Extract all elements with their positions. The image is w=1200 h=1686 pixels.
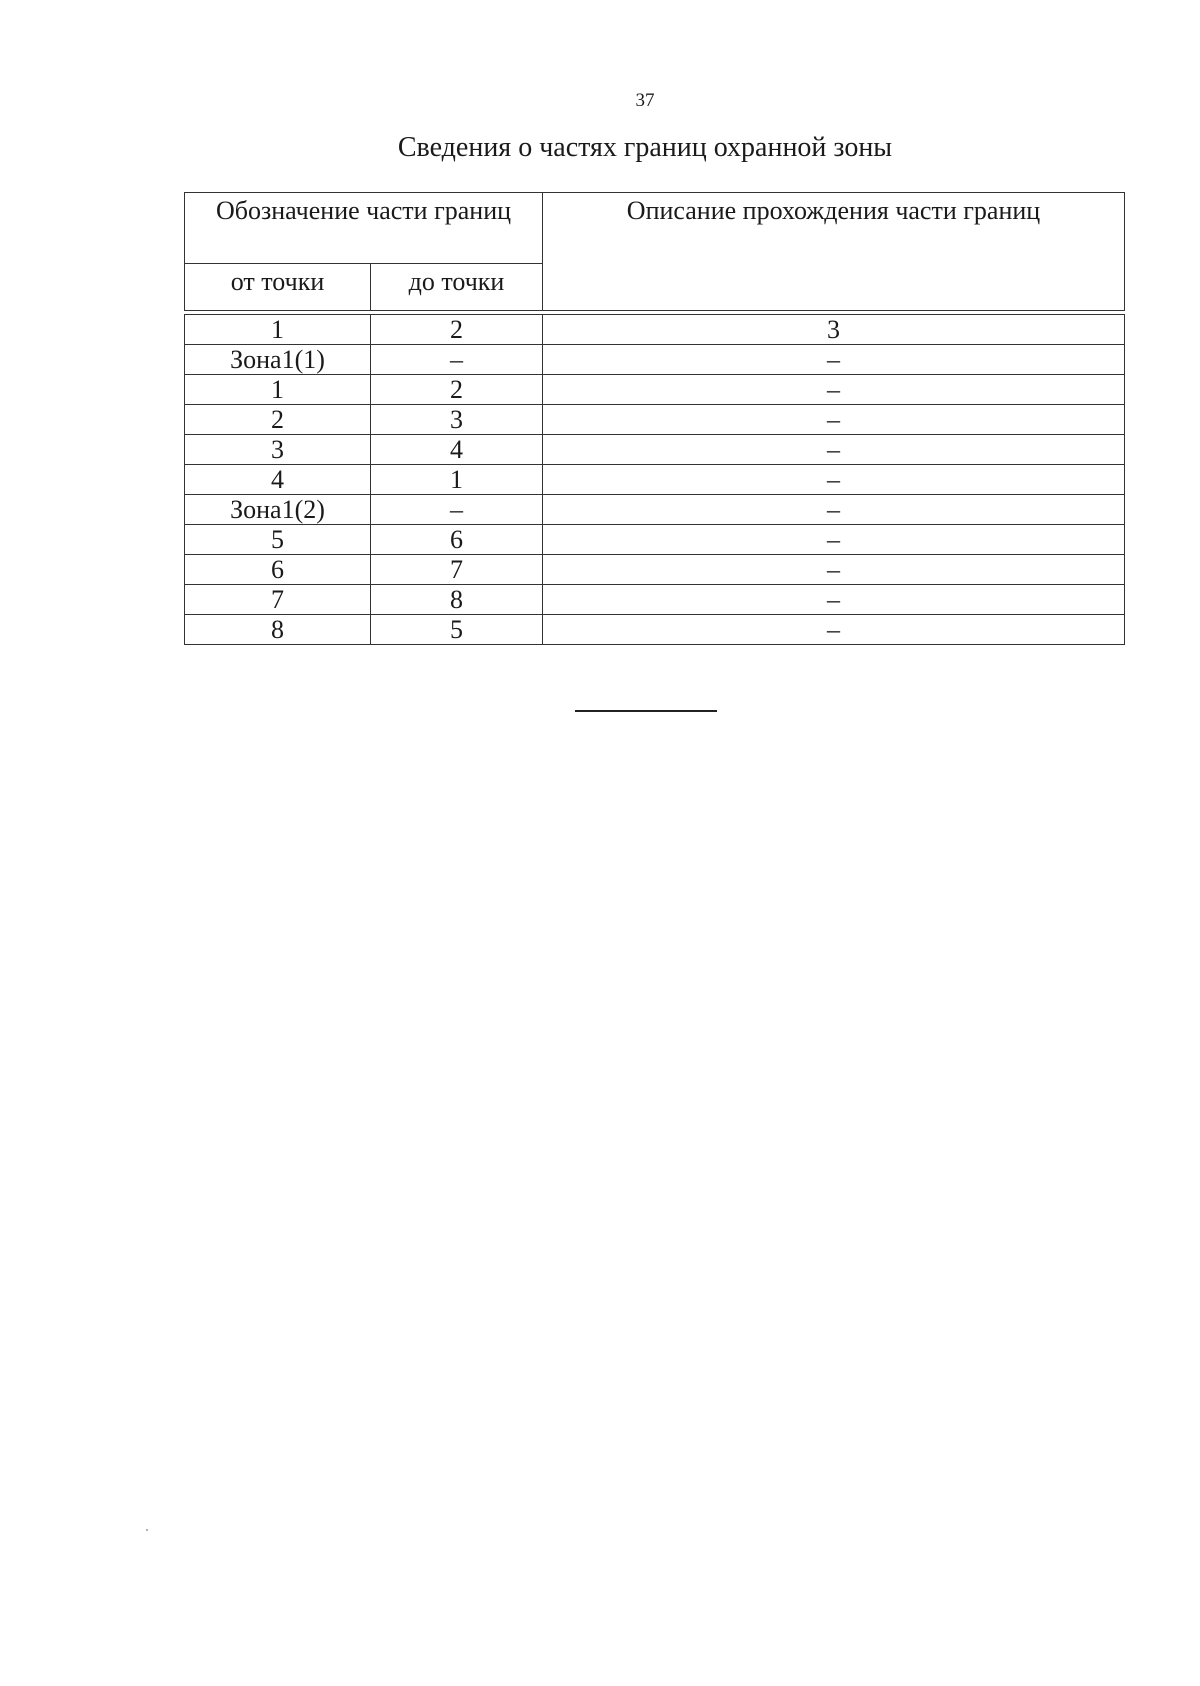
end-of-document-rule — [575, 710, 717, 712]
cell-to: 2 — [371, 375, 543, 405]
cell-to: 8 — [371, 585, 543, 615]
page-number: 37 — [635, 90, 655, 111]
cell-description: – — [543, 525, 1125, 555]
table-row — [185, 345, 1125, 375]
cell-to: 7 — [371, 555, 543, 585]
cell-to: – — [371, 345, 543, 375]
cell-from: 6 — [185, 555, 371, 585]
header-from-point: от точки — [185, 264, 371, 311]
cell-description: 3 — [543, 315, 1125, 345]
table-row — [185, 585, 1125, 615]
cell-from: 1 — [185, 315, 371, 345]
cell-from: 4 — [185, 465, 371, 495]
cell-description: – — [543, 585, 1125, 615]
cell-description: – — [543, 375, 1125, 405]
table-row — [185, 435, 1125, 465]
header-description: Описание прохождения части границ — [543, 193, 1125, 311]
table-row — [185, 525, 1125, 555]
table-row — [185, 315, 1125, 345]
cell-description: – — [543, 495, 1125, 525]
table-row — [185, 465, 1125, 495]
cell-to: 1 — [371, 465, 543, 495]
cell-description: – — [543, 405, 1125, 435]
cell-from: Зона1(2) — [185, 495, 371, 525]
boundary-table — [184, 192, 1125, 645]
cell-to: – — [371, 495, 543, 525]
scan-artifact-dot — [146, 1529, 148, 1531]
cell-to: 3 — [371, 405, 543, 435]
cell-to: 4 — [371, 435, 543, 465]
document-title: Сведения о частях границ охранной зоны — [397, 132, 893, 163]
cell-to: 6 — [371, 525, 543, 555]
boundary-parts-table — [184, 192, 1124, 645]
cell-from: 5 — [185, 525, 371, 555]
table-row — [185, 495, 1125, 525]
cell-description: – — [543, 345, 1125, 375]
cell-from: 8 — [185, 615, 371, 645]
cell-from: 2 — [185, 405, 371, 435]
table-row — [185, 555, 1125, 585]
cell-from: 7 — [185, 585, 371, 615]
cell-to: 5 — [371, 615, 543, 645]
table-row — [185, 375, 1125, 405]
table-row — [185, 405, 1125, 435]
cell-from: Зона1(1) — [185, 345, 371, 375]
cell-from: 3 — [185, 435, 371, 465]
cell-to: 2 — [371, 315, 543, 345]
cell-description: – — [543, 465, 1125, 495]
cell-description: – — [543, 615, 1125, 645]
table-row — [185, 615, 1125, 645]
cell-from: 1 — [185, 375, 371, 405]
cell-description: – — [543, 555, 1125, 585]
header-to-point: до точки — [371, 264, 543, 311]
cell-description: – — [543, 435, 1125, 465]
header-boundary-designation: Обозначение части границ — [185, 193, 543, 264]
